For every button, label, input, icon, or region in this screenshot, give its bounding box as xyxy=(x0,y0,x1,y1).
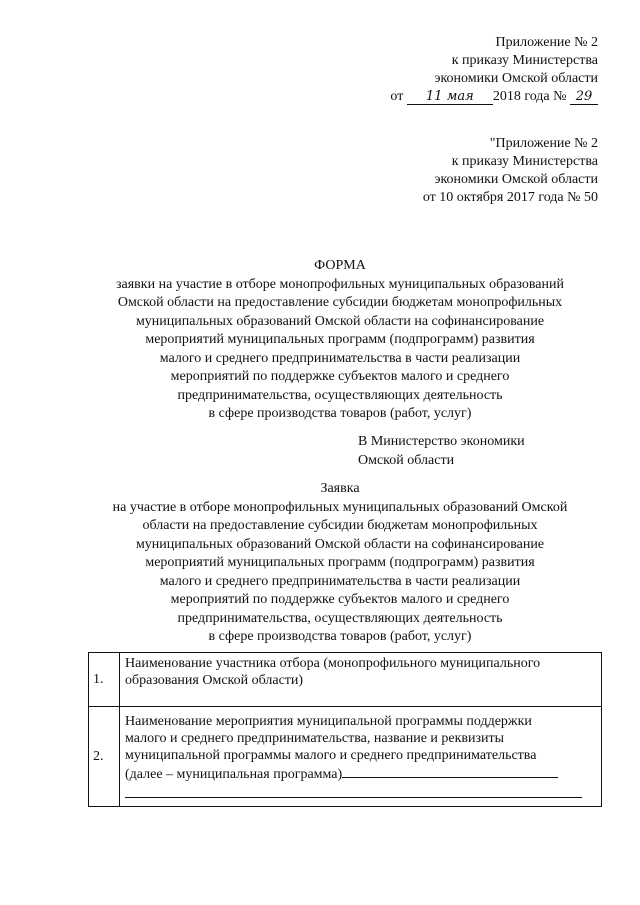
addressee xyxy=(358,432,525,470)
row-text-line-with-blank xyxy=(125,764,596,783)
quoted-appendix-header xyxy=(423,135,598,207)
row-number: 1. xyxy=(89,653,120,707)
appendix-line-2: к приказу Министерства xyxy=(451,53,598,68)
form-heading xyxy=(80,257,600,424)
quoted-line-1: "Приложение № 2 xyxy=(489,136,598,151)
application-subtitle-line: мероприятий муниципальных программ (подпрограмм) развития xyxy=(145,555,535,570)
addressee-line-2: Омской области xyxy=(358,453,455,468)
row-text-line: образования Омской области) xyxy=(125,673,304,688)
row-content xyxy=(120,707,602,807)
form-subtitle-line: муниципальных образований Омской области на софинансирование xyxy=(135,313,545,329)
form-subtitle-line: в сфере производства товаров (работ, услуг) xyxy=(208,406,472,421)
appendix-line-3: экономики Омской области xyxy=(434,71,598,86)
form-subtitle-line: мероприятий муниципальных программ (подпрограмм) развития xyxy=(145,332,535,347)
appendix-header xyxy=(390,34,598,106)
row-number: 2. xyxy=(89,707,120,807)
application-table xyxy=(88,652,602,807)
appendix-line-1: Приложение № 2 xyxy=(495,35,598,50)
form-subtitle-line: заявки на участие в отборе монопрофильных муниципальных образований xyxy=(116,276,564,292)
form-subtitle-line: предпринимательства, осуществляющих деятельность xyxy=(177,387,503,403)
application-heading xyxy=(80,480,600,647)
application-subtitle-line: в сфере производства товаров (работ, услуг) xyxy=(208,629,472,644)
application-title: Заявка xyxy=(320,481,360,496)
addressee-line-1: В Министерство экономики xyxy=(358,434,525,449)
form-title: ФОРМА xyxy=(314,258,366,273)
quoted-line-4: от 10 октября 2017 года № 50 xyxy=(422,190,598,205)
row-text-line: Наименование участника отбора (монопрофильного муниципального xyxy=(125,656,541,671)
row-text-line: (далее – муниципальная программа) xyxy=(125,767,343,782)
application-subtitle-line: малого и среднего предпринимательства в части реализации xyxy=(159,573,521,589)
date-prefix: от xyxy=(390,89,404,104)
appendix-date-line xyxy=(390,88,598,106)
table-row xyxy=(89,653,602,707)
fill-in-line xyxy=(125,783,582,798)
application-subtitle-line: на участие в отборе монопрофильных муниципальных образований Омской xyxy=(112,499,568,515)
quoted-line-2: к приказу Министерства xyxy=(451,154,598,169)
application-subtitle-line: области на предоставление субсидии бюджетам монопрофильных xyxy=(142,518,538,533)
row-text-line: муниципальной программы малого и среднего предпринимательства xyxy=(125,748,537,763)
handwritten-number: 29 xyxy=(570,89,598,105)
quoted-line-3: экономики Омской области xyxy=(434,172,598,187)
row-text-line: Наименование мероприятия муниципальной программы поддержки xyxy=(125,714,532,729)
handwritten-date: 11 мая xyxy=(407,89,493,105)
application-subtitle-line: предпринимательства, осуществляющих деятельность xyxy=(177,610,503,626)
application-subtitle-line: мероприятий по поддержке субъектов малого и среднего xyxy=(170,592,510,607)
row-text-line: малого и среднего предпринимательства, название и реквизиты xyxy=(125,731,505,746)
form-subtitle-line: мероприятий по поддержке субъектов малого и среднего xyxy=(170,369,510,384)
form-subtitle-line: малого и среднего предпринимательства в части реализации xyxy=(159,350,521,366)
date-suffix: 2018 года № xyxy=(492,89,567,104)
application-subtitle-line: муниципальных образований Омской области на софинансирование xyxy=(135,536,545,552)
table-row xyxy=(89,707,602,807)
form-subtitle-line: Омской области на предоставление субсидии бюджетам монопрофильных xyxy=(117,295,563,310)
fill-in-line xyxy=(342,764,558,778)
row-content xyxy=(120,653,602,707)
